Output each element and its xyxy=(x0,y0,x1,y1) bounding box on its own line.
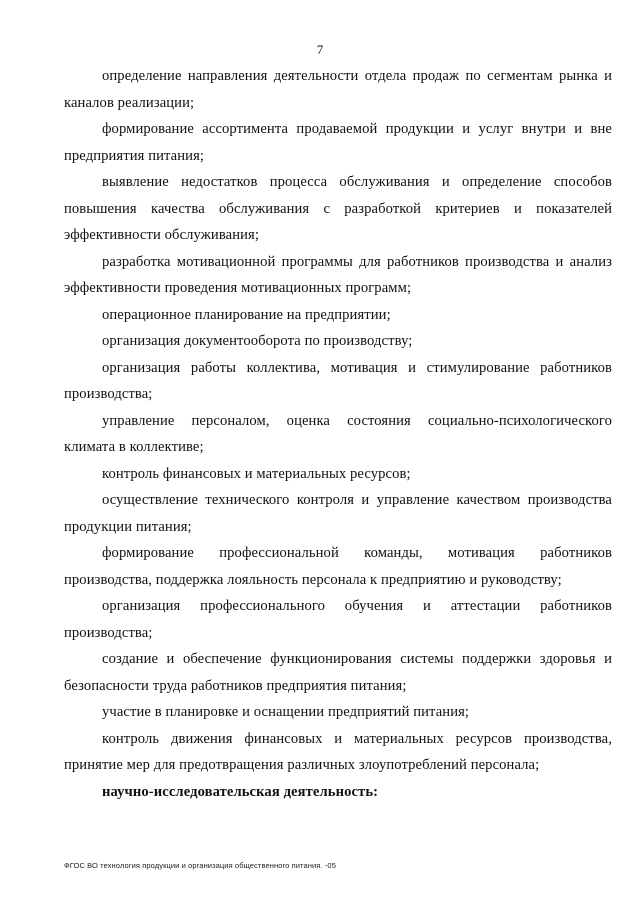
list-item: управление персоналом, оценка состояния социально-психологического климата в коллективе; xyxy=(64,412,612,455)
section-heading: научно-исследовательская деятельность: xyxy=(102,783,379,800)
list-item: формирование ассортимента продаваемой продукции и услуг внутри и вне предприятия питания; xyxy=(64,121,612,164)
list-item: определение направления деятельности отдела продаж по сегментам рынка и каналов реализации; xyxy=(64,68,612,111)
document-body xyxy=(64,63,612,805)
list-item: организация профессионального обучения и аттестации работников производства; xyxy=(64,598,612,641)
list-item: организация работы коллектива, мотивация и стимулирование работников производства; xyxy=(64,359,612,402)
list-item: создание и обеспечение функционирования системы поддержки здоровья и безопасности труда работников предприятия питания; xyxy=(64,651,612,694)
document-footer: ФГОС ВО технология продукции и организация общественного питания. -05 xyxy=(64,861,336,870)
list-item: разработка мотивационной программы для работников производства и анализ эффективности проведения мотивационных программ; xyxy=(64,253,612,296)
list-item: участие в планировке и оснащении предприятий питания; xyxy=(102,704,470,720)
list-item: операционное планирование на предприятии; xyxy=(102,306,391,323)
list-item: организация документооборота по производству; xyxy=(102,333,413,349)
list-item: контроль финансовых и материальных ресурсов; xyxy=(102,465,411,482)
page-number: 7 xyxy=(316,42,324,57)
list-item: формирование профессиональной команды, мотивация работников производства, поддержка лояльность персонала к предприятию и руководству; xyxy=(64,545,612,588)
list-item: выявление недостатков процесса обслуживания и определение способов повышения качества обслуживания с разработкой критериев и показателей эффективности обслуживания; xyxy=(64,174,612,243)
list-item: контроль движения финансовых и материальных ресурсов производства, принятие мер для предотвращения различных злоупотреблений персонала; xyxy=(64,730,612,773)
list-item: осуществление технического контроля и управление качеством производства продукции питания; xyxy=(64,492,612,535)
